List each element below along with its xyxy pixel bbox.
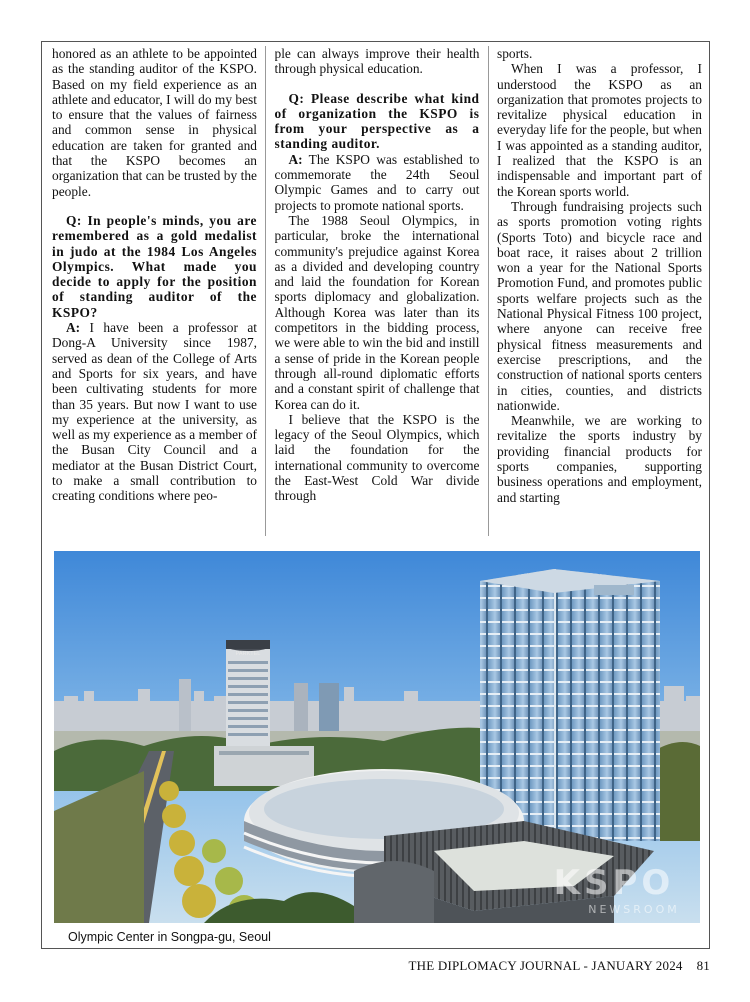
question-text: Q: In people's minds, you are remembered as a gold medalist in judo at the 1984 Los Angeles Olympics. What made you decide to apply for the position of standing auditor of the KSPO?	[52, 212, 257, 320]
paragraph: When I was a professor, I understood the KSPO as an organization that promotes projects to revitalize physical education in everyday life for the people, but when I was appointed as a standing auditor, I realized that the KSPO is an indispensable and important part of the Korean sports world.	[497, 61, 702, 199]
kspo-watermark-logo: KSPO	[553, 863, 675, 903]
paragraph: honored as an athlete to be appointed as the standing auditor of the KSPO. Based on my field experience as an athlete and educator, I will do my best to ensure that the values of fairness and common sense in physical education are taken for granted and that the KSPO becomes an organization that can be trusted by the people.	[52, 46, 257, 199]
paragraph: Through fundraising projects such as sports promotion voting rights (Sports Toto) and bicycle race and boat race, it raises about 2 trillion won a year for the National Sports Promotion Fund, and promotes public sports welfare projects such as the National Physical Fitness 100 project, where anyone can receive free physical fitness measurements and exercise prescriptions, and the construction of national sports centers in cities, counties, and districts nationwide.	[497, 198, 702, 413]
journal-issue: THE DIPLOMACY JOURNAL - JANUARY 2024	[408, 958, 683, 973]
article-columns	[52, 46, 702, 536]
photo-caption: Olympic Center in Songpa-gu, Seoul	[68, 930, 271, 944]
answer-label: A:	[288, 151, 303, 167]
answer	[275, 152, 480, 213]
newsroom-watermark: NEWSROOM	[588, 903, 680, 916]
answer-text: The KSPO was established to commemorate the 24th Seoul Olympic Games and to carry out projects to promote national sports.	[274, 151, 480, 213]
question	[52, 213, 257, 320]
paragraph: Meanwhile, we are working to revitalize the sports industry by providing financial products for sports companies, supporting business operations and employment, and starting	[497, 413, 702, 505]
page-number: 81	[696, 958, 710, 973]
answer-text: I have been a professor at Dong-A University since 1987, served as dean of the College of Arts and Sports for six years, and have been cultivating students for more than 35 years. But now I want to use my experience at the university, as well as my experience as a member of the Busan City Council and a mediator at the Busan District Court, to make a small contribution to creating conditions where peo-	[52, 320, 257, 504]
page-footer	[409, 958, 710, 974]
column-1	[52, 46, 257, 536]
answer	[52, 320, 257, 504]
paragraph: I believe that the KSPO is the legacy of the Seoul Olympics, which laid the foundation for the international community to overcome the East-West Cold War divide through	[274, 411, 480, 504]
column-divider	[488, 46, 489, 536]
paragraph: sports.	[497, 46, 533, 61]
paragraph: ple can always improve their health through physical education.	[274, 46, 480, 77]
question-text: Q: Please describe what kind of organization the KSPO is from your perspective as a standing auditor.	[274, 90, 480, 152]
tower-sign: PARKTEL	[235, 651, 261, 657]
column-3	[497, 46, 702, 536]
question	[275, 91, 480, 152]
hotel-tower	[226, 640, 270, 756]
column-2	[275, 46, 480, 536]
paragraph: The 1988 Seoul Olympics, in particular, broke the international community's prejudice against Korea as a divided and developing country and laid the foundation for Korean sports diplomacy and globalization. Although Korea was later than its competitors in the bidding process, we were able to win the bid and instill a sense of pride in the Korean people through all-round diplomatic efforts and a constant spirit of challenge that Korea can do it.	[274, 212, 480, 412]
tree-right	[654, 742, 700, 841]
olympic-center-photo	[54, 551, 700, 923]
column-divider	[265, 46, 266, 536]
answer-label: A:	[66, 320, 81, 336]
